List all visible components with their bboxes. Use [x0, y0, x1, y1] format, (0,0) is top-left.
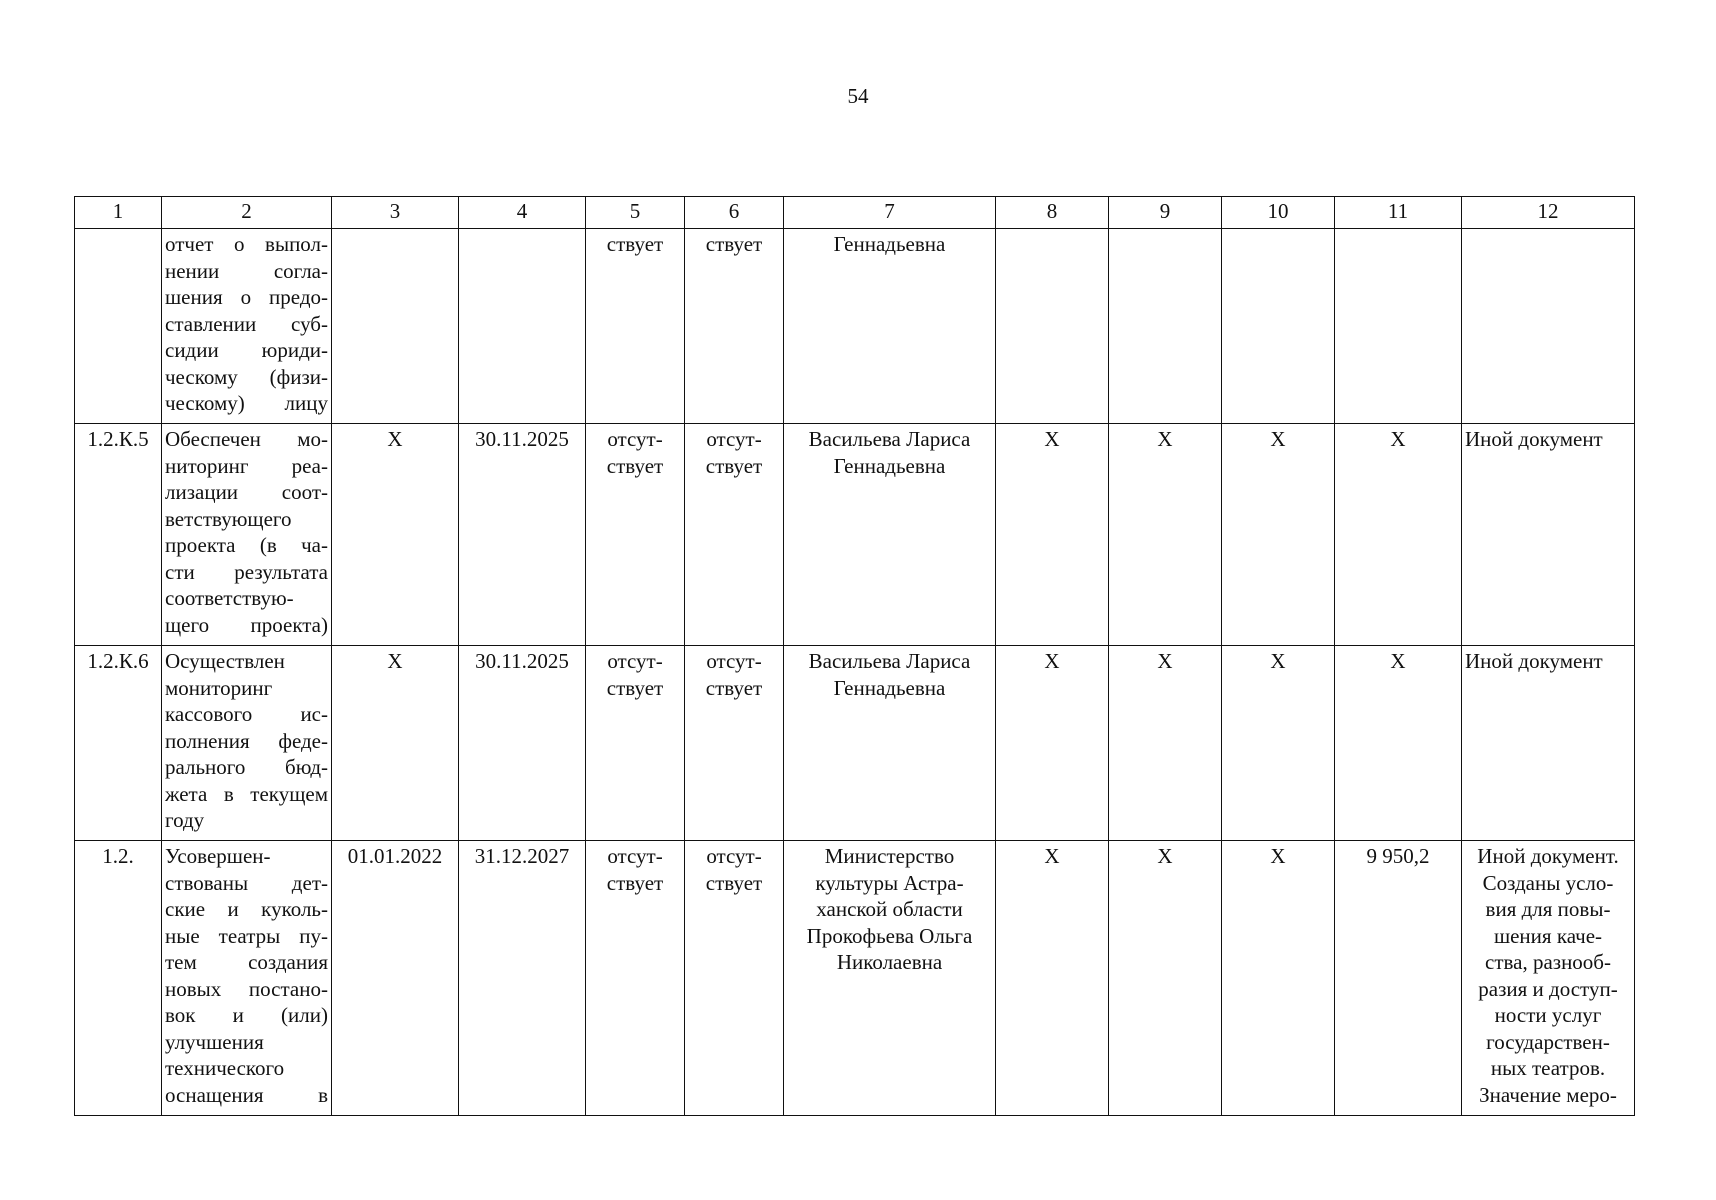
activity-name-cell — [162, 841, 332, 1116]
column-header: 5 — [586, 197, 685, 229]
page-number: 54 — [847, 84, 869, 108]
cell-text-line: отсут- — [607, 844, 663, 868]
cell-text-line: соответствую- — [165, 586, 294, 610]
column-10-cell: X — [1222, 841, 1335, 1116]
column-header: 11 — [1335, 197, 1462, 229]
column-9-cell — [1109, 229, 1222, 424]
cell-text-line: Васильева Лариса — [808, 649, 971, 673]
row-number-cell: 1.2. — [75, 841, 162, 1116]
responsible-cell — [784, 424, 996, 646]
end-date-cell — [459, 229, 586, 424]
cell-text-line: ниторинг реа- — [165, 453, 328, 478]
cell-text-line: отчет о выпол- — [165, 232, 328, 256]
budget-cell: X — [1335, 646, 1462, 841]
cell-text-line: полнения феде- — [165, 728, 328, 753]
table-row — [75, 229, 1635, 424]
cell-text-line: культуры Астра- — [815, 870, 964, 895]
row-number-cell: 1.2.К.5 — [75, 424, 162, 646]
start-date-cell: X — [332, 646, 459, 841]
column-9-cell: X — [1109, 424, 1222, 646]
activity-name-cell — [162, 424, 332, 646]
cell-text-line: отсут- — [706, 844, 762, 868]
cell-text-line: технического — [165, 1056, 285, 1080]
cell-text-line: ставлении суб- — [165, 311, 328, 336]
column-header: 1 — [75, 197, 162, 229]
table-row — [75, 841, 1635, 1116]
cell-text-line: сти результата — [165, 559, 328, 584]
column-header: 3 — [332, 197, 459, 229]
budget-cell: 9 950,2 — [1335, 841, 1462, 1116]
row-number-cell: 1.2.К.6 — [75, 646, 162, 841]
column-8-cell: X — [996, 646, 1109, 841]
cell-text-line: Васильева Лариса — [808, 427, 971, 451]
column-header: 2 — [162, 197, 332, 229]
activity-name-cell — [162, 646, 332, 841]
column-6-cell — [685, 646, 784, 841]
cell-text-line: Иной документ — [1465, 427, 1603, 451]
cell-text-line: кассового ис- — [165, 702, 328, 726]
cell-text-line: ческому) лицу — [165, 391, 328, 415]
cell-text-line: Осуществлен — [165, 649, 285, 673]
cell-text-line: ства, разнооб- — [1485, 950, 1611, 974]
cell-text-line: ские и куколь- — [165, 897, 328, 921]
budget-cell: X — [1335, 424, 1462, 646]
cell-text-line: мониторинг — [165, 675, 273, 700]
cell-text-line: Геннадьевна — [833, 232, 946, 256]
column-5-cell — [586, 841, 685, 1116]
responsible-cell — [784, 229, 996, 424]
cell-text-line: Геннадьевна — [833, 675, 946, 700]
document-cell — [1462, 841, 1635, 1116]
cell-text-line: Обеспечен мо- — [165, 427, 328, 451]
table-body — [75, 229, 1635, 1116]
cell-text-line: ных театров. — [1490, 1056, 1606, 1080]
cell-text-line: ствованы дет- — [165, 870, 328, 895]
cell-text-line: разия и доступ- — [1478, 976, 1618, 1001]
cell-text-line: ствует — [705, 232, 763, 256]
budget-cell — [1335, 229, 1462, 424]
column-header: 10 — [1222, 197, 1335, 229]
cell-text-line: отсут- — [607, 427, 663, 451]
cell-text-line: Созданы усло- — [1482, 870, 1614, 895]
cell-text-line: Иной документ — [1465, 649, 1603, 673]
start-date-cell: 01.01.2022 — [332, 841, 459, 1116]
document-cell — [1462, 424, 1635, 646]
end-date-cell: 30.11.2025 — [459, 646, 586, 841]
activities-table — [74, 196, 1635, 1116]
cell-text-line: Усовершен- — [165, 844, 271, 868]
column-header: 7 — [784, 197, 996, 229]
cell-text-line: Значение меро- — [1479, 1082, 1617, 1107]
cell-text-line: ствует — [705, 453, 763, 478]
cell-text-line: оснащения в — [165, 1082, 328, 1107]
document-cell — [1462, 646, 1635, 841]
cell-text-line: сидии юриди- — [165, 338, 328, 362]
cell-text-line: нении согла- — [165, 258, 328, 283]
start-date-cell — [332, 229, 459, 424]
column-10-cell: X — [1222, 646, 1335, 841]
column-8-cell: X — [996, 841, 1109, 1116]
column-8-cell: X — [996, 424, 1109, 646]
cell-text-line: ствует — [606, 453, 664, 478]
column-header: 4 — [459, 197, 586, 229]
column-header: 12 — [1462, 197, 1635, 229]
table-row — [75, 646, 1635, 841]
column-9-cell: X — [1109, 841, 1222, 1116]
column-5-cell — [586, 229, 685, 424]
responsible-cell — [784, 646, 996, 841]
cell-text-line: Прокофьева Ольга — [806, 923, 973, 948]
cell-text-line: отсут- — [607, 649, 663, 673]
cell-text-line: ности услуг — [1494, 1003, 1602, 1027]
cell-text-line: ные театры пу- — [165, 923, 328, 948]
table-header-row — [75, 197, 1635, 229]
row-number-cell — [75, 229, 162, 424]
cell-text-line: ствует — [606, 675, 664, 700]
column-header: 6 — [685, 197, 784, 229]
table-row — [75, 424, 1635, 646]
cell-text-line: Геннадьевна — [833, 453, 946, 478]
column-8-cell — [996, 229, 1109, 424]
cell-text-line: проекта (в ча- — [165, 533, 328, 557]
cell-text-line: новых постано- — [165, 976, 328, 1001]
cell-text-line: ствует — [705, 870, 763, 895]
cell-text-line: улучшения — [165, 1029, 264, 1054]
end-date-cell: 31.12.2027 — [459, 841, 586, 1116]
cell-text-line: ханской области — [816, 897, 963, 921]
column-5-cell — [586, 646, 685, 841]
column-header: 8 — [996, 197, 1109, 229]
column-6-cell — [685, 229, 784, 424]
column-10-cell — [1222, 229, 1335, 424]
cell-text-line: ветствующего — [165, 506, 292, 531]
cell-text-line: отсут- — [706, 427, 762, 451]
column-9-cell: X — [1109, 646, 1222, 841]
cell-text-line: ческому (физи- — [165, 364, 328, 389]
cell-text-line: государствен- — [1486, 1029, 1610, 1054]
activity-name-cell — [162, 229, 332, 424]
cell-text-line: вок и (или) — [165, 1003, 328, 1027]
responsible-cell — [784, 841, 996, 1116]
document-cell — [1462, 229, 1635, 424]
end-date-cell: 30.11.2025 — [459, 424, 586, 646]
cell-text-line: шения каче- — [1493, 923, 1603, 948]
cell-text-line: шения о предо- — [165, 285, 328, 309]
cell-text-line: году — [165, 808, 205, 832]
column-5-cell — [586, 424, 685, 646]
column-6-cell — [685, 424, 784, 646]
cell-text-line: отсут- — [706, 649, 762, 673]
cell-text-line: рального бюд- — [165, 755, 328, 779]
cell-text-line: лизации соот- — [165, 480, 328, 504]
cell-text-line: Министерство — [824, 844, 955, 868]
cell-text-line: Николаевна — [836, 950, 943, 974]
cell-text-line: вия для повы- — [1485, 897, 1611, 921]
cell-text-line: щего проекта) — [165, 612, 328, 637]
cell-text-line: тем создания — [165, 950, 328, 974]
cell-text-line: ствует — [705, 675, 763, 700]
cell-text-line: Иной документ. — [1477, 844, 1619, 868]
cell-text-line: ствует — [606, 232, 664, 256]
start-date-cell: X — [332, 424, 459, 646]
column-header: 9 — [1109, 197, 1222, 229]
cell-text-line: жета в текущем — [165, 781, 328, 806]
column-6-cell — [685, 841, 784, 1116]
column-10-cell: X — [1222, 424, 1335, 646]
cell-text-line: ствует — [606, 870, 664, 895]
